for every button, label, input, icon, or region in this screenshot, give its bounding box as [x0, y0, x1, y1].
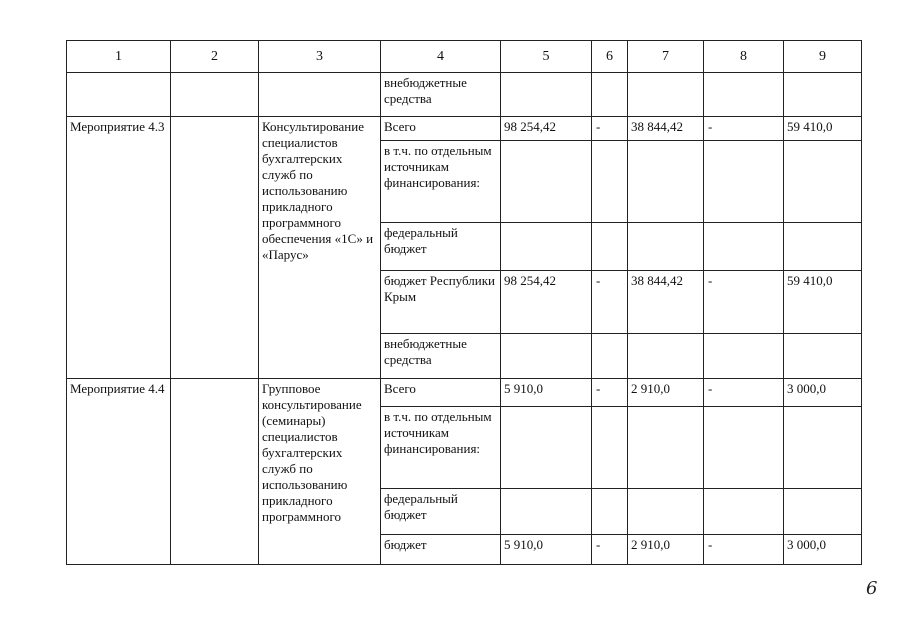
cell: [171, 117, 259, 379]
cell: [171, 73, 259, 117]
value-cell: [704, 489, 784, 535]
value-cell: [592, 407, 628, 489]
cell: [67, 73, 171, 117]
value-cell: [704, 407, 784, 489]
value-cell: [592, 334, 628, 379]
table-row: [67, 117, 862, 141]
value-cell: 5 910,0: [501, 535, 592, 565]
column-header: 7: [628, 41, 704, 73]
column-header: 5: [501, 41, 592, 73]
funding-source-cell: Всего: [381, 117, 501, 141]
value-cell: 98 254,42: [501, 271, 592, 334]
value-cell: [501, 407, 592, 489]
funding-source-cell: внебюджетные средства: [381, 73, 501, 117]
funding-source-cell: внебюджетные средства: [381, 334, 501, 379]
column-header: 9: [784, 41, 862, 73]
value-cell: -: [704, 379, 784, 407]
value-cell: -: [704, 117, 784, 141]
funding-source-cell: бюджет: [381, 535, 501, 565]
funding-source-cell: в т.ч. по отдельным источникам финансирования:: [381, 407, 501, 489]
value-cell: 98 254,42: [501, 117, 592, 141]
value-cell: 38 844,42: [628, 117, 704, 141]
measure-name-cell: Мероприятие 4.4: [67, 379, 171, 565]
column-header: 2: [171, 41, 259, 73]
value-cell: [704, 141, 784, 223]
value-cell: [784, 407, 862, 489]
value-cell: [592, 223, 628, 271]
funding-source-cell: бюджет Республики Крым: [381, 271, 501, 334]
column-header: 3: [259, 41, 381, 73]
value-cell: [501, 141, 592, 223]
value-cell: [784, 334, 862, 379]
value-cell: [501, 223, 592, 271]
value-cell: 59 410,0: [784, 271, 862, 334]
value-cell: [501, 334, 592, 379]
value-cell: -: [592, 117, 628, 141]
header-row: [67, 41, 862, 73]
budget-table: [66, 40, 862, 565]
measure-name-cell: Мероприятие 4.3: [67, 117, 171, 379]
cell: [259, 73, 381, 117]
value-cell: -: [704, 271, 784, 334]
column-header: 8: [704, 41, 784, 73]
funding-source-cell: Всего: [381, 379, 501, 407]
value-cell: [784, 223, 862, 271]
value-cell: [628, 334, 704, 379]
funding-source-cell: федеральный бюджет: [381, 489, 501, 535]
value-cell: [784, 141, 862, 223]
funding-source-cell: федеральный бюджет: [381, 223, 501, 271]
value-cell: -: [592, 535, 628, 565]
value-cell: 3 000,0: [784, 379, 862, 407]
column-header: 1: [67, 41, 171, 73]
value-cell: [784, 489, 862, 535]
funding-source-cell: в т.ч. по отдельным источникам финансирования:: [381, 141, 501, 223]
value-cell: -: [592, 271, 628, 334]
cell: [501, 73, 592, 117]
value-cell: 59 410,0: [784, 117, 862, 141]
value-cell: [628, 407, 704, 489]
column-header: 6: [592, 41, 628, 73]
cell: [592, 73, 628, 117]
value-cell: [501, 489, 592, 535]
value-cell: [704, 334, 784, 379]
value-cell: [628, 141, 704, 223]
column-header: 4: [381, 41, 501, 73]
cell: [784, 73, 862, 117]
table-row: [67, 379, 862, 407]
measure-description-cell: Групповое консультирование (семинары) специалистов бухгалтерских служб по использованию прикладного программного: [259, 379, 381, 565]
value-cell: [592, 141, 628, 223]
value-cell: [704, 223, 784, 271]
value-cell: 2 910,0: [628, 379, 704, 407]
page-number: 6: [866, 578, 878, 599]
value-cell: 38 844,42: [628, 271, 704, 334]
value-cell: [628, 223, 704, 271]
value-cell: 2 910,0: [628, 535, 704, 565]
table-row: [67, 73, 862, 117]
value-cell: [628, 489, 704, 535]
value-cell: [592, 489, 628, 535]
cell: [628, 73, 704, 117]
value-cell: -: [704, 535, 784, 565]
value-cell: 5 910,0: [501, 379, 592, 407]
cell: [171, 379, 259, 565]
value-cell: -: [592, 379, 628, 407]
value-cell: 3 000,0: [784, 535, 862, 565]
cell: [704, 73, 784, 117]
measure-description-cell: Консультирование специалистов бухгалтерских служб по использованию прикладного программного обеспечения «1С» и «Парус»: [259, 117, 381, 379]
